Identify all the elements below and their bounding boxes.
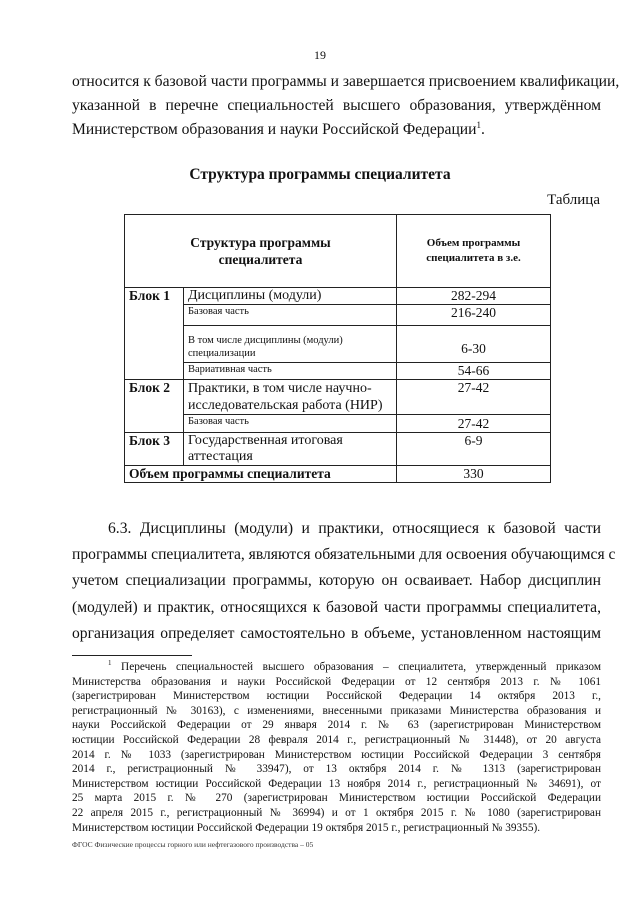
footnote-line: Министерством юстиции Российской Федерации 13 ноября 2014 г., регистрационный № 34691), от: [72, 777, 601, 790]
program-structure-table: [124, 214, 551, 483]
text-line: указанной в перечне специальностей высшего образования, утверждённом: [72, 97, 601, 114]
row-name: Вариативная часть: [184, 363, 397, 380]
footnote-reference[interactable]: 1: [476, 119, 481, 130]
footnote-line: 2014 г., регистрационный № 33947), от 13 октября 2014 г. № 1313 (зарегистрирован: [72, 763, 601, 776]
page-footer: ФГОС Физические процессы горного или нефтегазового производства – 05: [72, 840, 314, 849]
intro-paragraph: [72, 70, 620, 142]
row-name: [184, 326, 397, 363]
footnote-line: регистрационный № 30163), с изменениями, внесенными приказами Министерства образования и: [72, 704, 601, 717]
row-name-text: Практики, в том числе научно-: [188, 381, 372, 396]
row-value: 27-42: [397, 380, 551, 415]
header-text: Объем программы: [426, 237, 521, 249]
row-name: [184, 380, 397, 415]
text-line: программы специалитета, являются обязательными для освоения обучающимся с: [72, 546, 616, 564]
footnote-line-content: Перечень специальностей высшего образования – специалитета, утвержденный приказом: [111, 661, 601, 673]
row-name: Базовая часть: [184, 415, 397, 433]
footnote-line: 22 апреля 2015 г., регистрационный № 36994) и от 1 октября 2015 г. № 1080 (зарегистрирован: [72, 806, 601, 819]
table-caption: Таблица: [547, 192, 600, 208]
text-line: учетом специализации программы, которую он осваивает. Набор дисциплин: [72, 572, 601, 590]
table-header-row: [125, 215, 551, 288]
text-line: 6.3. Дисциплины (модули) и практики, относящиеся к базовой части: [108, 520, 601, 537]
row-name-text: исследовательская работа (НИР): [188, 398, 383, 413]
header-volume: [397, 215, 551, 288]
footnote: [72, 660, 601, 835]
punctuation: .: [481, 121, 485, 138]
row-value: 216-240: [397, 305, 551, 326]
row-name: Дисциплины (модули): [184, 288, 397, 305]
page-number: 19: [314, 48, 326, 62]
footnote-line: 2014 г. № 1033 (зарегистрирован Министерством юстиции Российской Федерации 3 сентября: [72, 748, 601, 761]
block-label: Блок 1: [125, 288, 184, 380]
table-row: [125, 433, 551, 466]
table-row: [125, 288, 551, 305]
row-name-text: Государственная итоговая: [188, 433, 343, 448]
text-line: организация определяет самостоятельно в объеме, установленном настоящим: [72, 624, 601, 642]
header-structure: [125, 215, 397, 288]
section-heading: Структура программы специалитета: [189, 166, 451, 183]
text-line: [72, 118, 601, 142]
footnote-line: Министерства образования и науки Российской Федерации от 12 сентября 2013 г. № 1061: [72, 675, 601, 688]
row-name: [184, 433, 397, 466]
row-name: Базовая часть: [184, 305, 397, 326]
text-line: относится к базовой части программы и завершается присвоением квалификации,: [72, 73, 620, 90]
row-name-text: аттестация: [188, 449, 253, 464]
footnote-line: юстиции Российской Федерации 28 февраля 2014 г., регистрационный № 31448), от 20 августа: [72, 733, 601, 746]
total-label: Объем программы специалитета: [125, 466, 397, 483]
total-value: 330: [397, 466, 551, 483]
footnote-line: 25 марта 2015 г. № 270 (зарегистрирован Министерством юстиции Российской Федерации: [72, 792, 601, 805]
footnote-line: Министерством юстиции Российской Федерации 19 октября 2015 г., регистрационный № 39355).: [72, 821, 541, 834]
footnote-marker: 1: [108, 659, 112, 668]
row-value: 27-42: [397, 415, 551, 433]
paragraph-6-3: [72, 516, 616, 647]
table-row: [125, 326, 551, 363]
row-value: 54-66: [397, 363, 551, 380]
table-row: [125, 305, 551, 326]
table-row: [125, 415, 551, 433]
header-text: Структура программы: [190, 235, 331, 250]
row-value: 6-9: [397, 433, 551, 466]
footnote-separator: [72, 655, 192, 656]
footnote-line: науки Российской Федерации от 29 января 2014 г. № 63 (зарегистрирован Министерством: [72, 719, 601, 732]
row-name-text: специализации: [188, 348, 256, 359]
block-label: Блок 3: [125, 433, 184, 466]
table-row: [125, 363, 551, 380]
block-label: Блок 2: [125, 380, 184, 433]
row-value: 6-30: [397, 326, 551, 363]
table-row: [125, 380, 551, 415]
header-text: специалитета: [218, 252, 303, 267]
text-line: (модулей) и практик, относящихся к базовой части программы специалитета,: [72, 598, 601, 616]
row-value: 282-294: [397, 288, 551, 305]
header-text: специалитета в з.е.: [426, 252, 521, 264]
table-total-row: [125, 466, 551, 483]
text-line-content: Министерством образования и науки Российской Федерации: [72, 121, 477, 138]
row-name-text: В том числе дисциплины (модули): [188, 335, 343, 346]
footnote-line: (зарегистрирован Министерством юстиции Российской Федерации 14 октября 2013 г.,: [72, 690, 601, 703]
footnote-line: [72, 660, 601, 675]
